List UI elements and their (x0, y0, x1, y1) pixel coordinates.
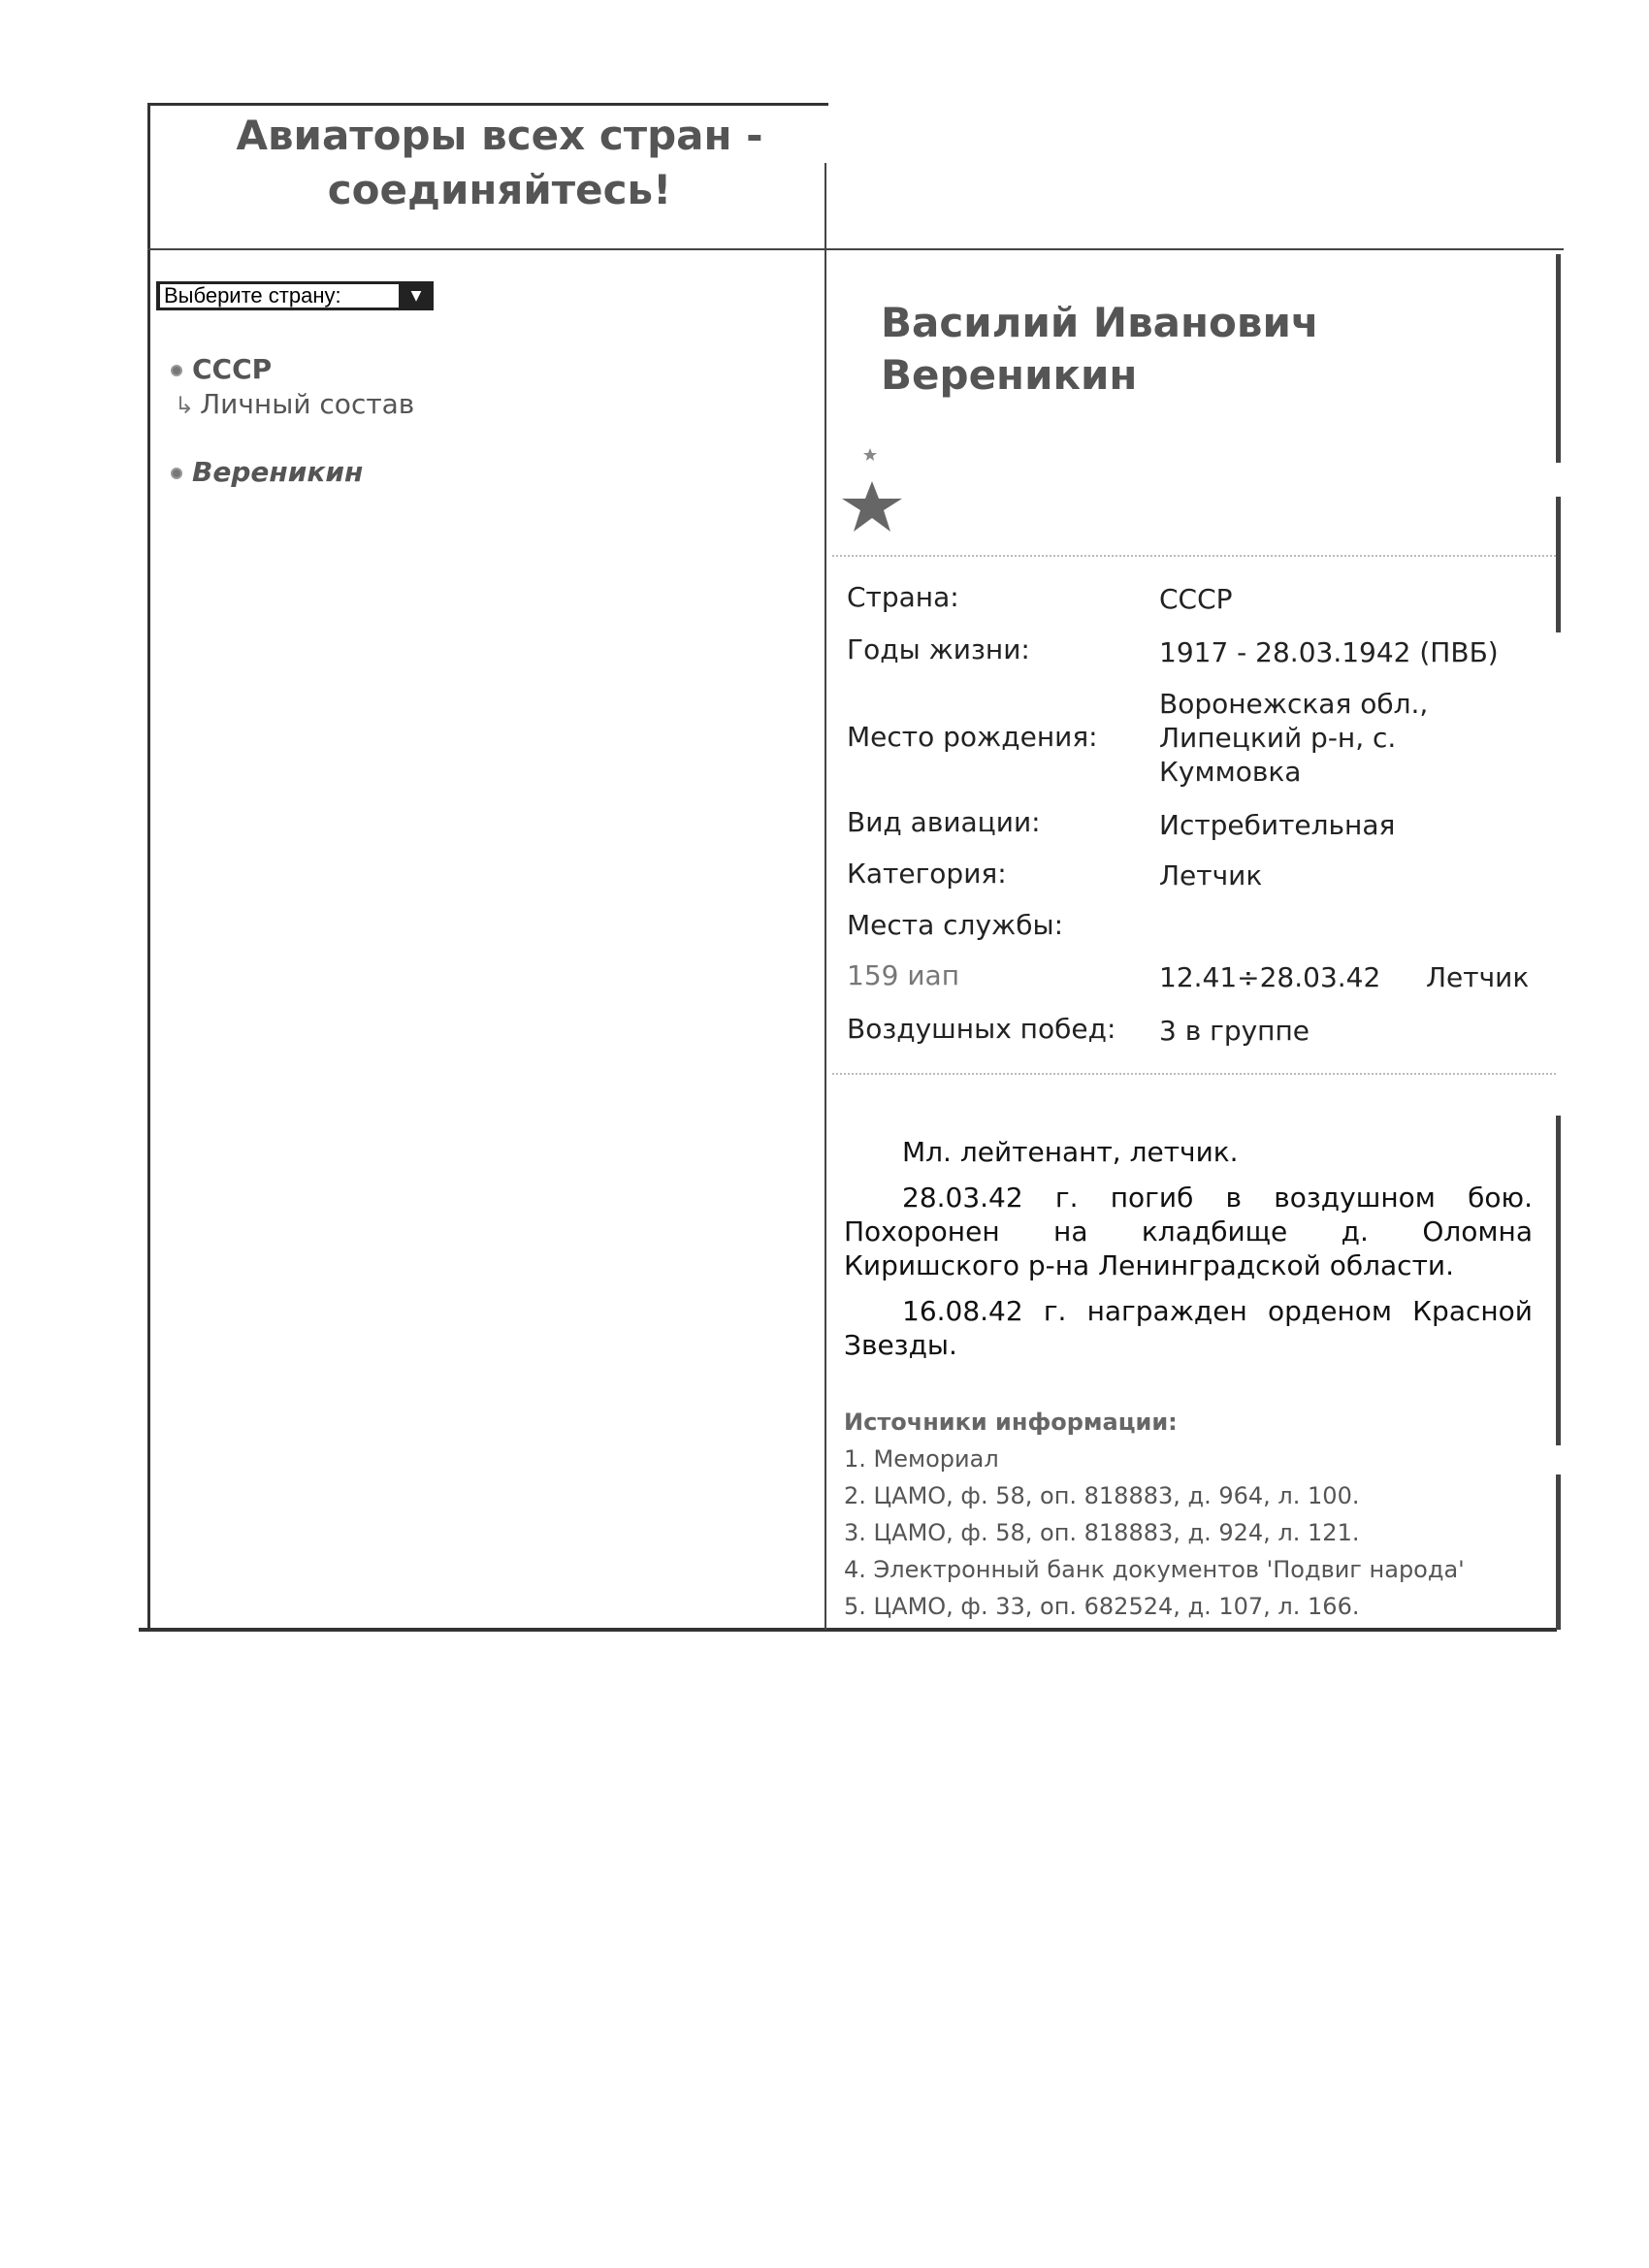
site-title-line1: Авиаторы всех стран - (236, 112, 763, 159)
site-title-line2: соединяйтесь! (327, 166, 672, 213)
service-period: 12.41÷28.03.42 (1159, 961, 1381, 993)
star-icon (842, 481, 902, 532)
chevron-down-icon[interactable]: ▼ (410, 288, 422, 304)
service-unit-link[interactable]: 159 иап (847, 959, 960, 991)
right-border-segment (1556, 254, 1561, 463)
sidebar-item-country-label: СССР (192, 353, 273, 385)
sidebar-item-person-label: Вереникин (192, 456, 364, 488)
column-divider (824, 163, 826, 1630)
site-title (233, 109, 766, 217)
sidebar-item-personnel[interactable] (175, 388, 414, 420)
right-border-segment (1556, 1116, 1561, 1445)
country-select-label: Выберите страну: (160, 284, 399, 308)
sources-title: Источники информации: (844, 1409, 1178, 1436)
country-value: СССР (1159, 583, 1233, 615)
person-name-line2: Вереникин (881, 351, 1138, 399)
aviation-label: Вид авиации: (847, 806, 1041, 838)
right-border-segment (1556, 1474, 1561, 1630)
category-label: Категория: (847, 858, 1007, 890)
sidebar-item-person[interactable] (171, 456, 363, 488)
category-value: Летчик (1159, 859, 1263, 891)
frame-left-border (147, 103, 150, 1632)
bio-paragraph: Мл. лейтенант, летчик. (902, 1136, 1239, 1168)
birthplace-line: Липецкий р-н, с. (1159, 722, 1397, 754)
aviation-value: Истребительная (1159, 809, 1396, 841)
source-item: 3. ЦАМО, ф. 58, оп. 818883, д. 924, л. 121. (844, 1519, 1360, 1546)
frame-top-border (147, 103, 828, 106)
birthplace-label: Место рождения: (847, 721, 1098, 753)
source-item: 5. ЦАМО, ф. 33, оп. 682524, д. 107, л. 166. (844, 1593, 1360, 1620)
service-role: Летчик (1426, 961, 1530, 993)
birthplace-line: Куммовка (1159, 756, 1302, 788)
country-select[interactable] (156, 281, 434, 310)
section-divider (832, 555, 1556, 559)
birthplace-value (1159, 687, 1428, 789)
bio-paragraph: 28.03.42 г. погиб в воздушном бою. Похоронен на кладбище д. Оломна Киришского р-на Ленинградской области. (844, 1182, 1533, 1281)
victories-value: 3 в группе (1159, 1015, 1310, 1047)
years-value: 1917 - 28.03.1942 (ПВБ) (1159, 636, 1499, 668)
bullet-icon (171, 365, 182, 376)
country-label: Страна: (847, 581, 959, 613)
person-name-line1: Василий Иванович (881, 299, 1319, 346)
source-item: 4. Электронный банк документов 'Подвиг народа' (844, 1556, 1465, 1583)
source-item: 2. ЦАМО, ф. 58, оп. 818883, д. 964, л. 100. (844, 1482, 1360, 1509)
bio-paragraph: 16.08.42 г. награжден орденом Красной Звезды. (844, 1295, 1533, 1361)
biography (844, 1135, 1533, 1374)
sidebar-item-country[interactable] (171, 353, 272, 385)
birthplace-line: Воронежская обл., (1159, 688, 1429, 720)
service-label: Места службы: (847, 909, 1064, 941)
section-divider (832, 1073, 1556, 1077)
sidebar-item-personnel-label: Личный состав (200, 388, 415, 420)
years-label: Годы жизни: (847, 633, 1030, 665)
frame-bottom-border (139, 1628, 1557, 1632)
sub-arrow-icon: ↳ (175, 392, 195, 419)
victories-label: Воздушных побед: (847, 1013, 1116, 1045)
bullet-icon (171, 468, 182, 479)
right-border-segment (1556, 497, 1561, 632)
small-star-icon (863, 448, 877, 462)
page-title (881, 297, 1319, 402)
header-divider (147, 248, 1564, 250)
source-item: 1. Мемориал (844, 1445, 999, 1473)
